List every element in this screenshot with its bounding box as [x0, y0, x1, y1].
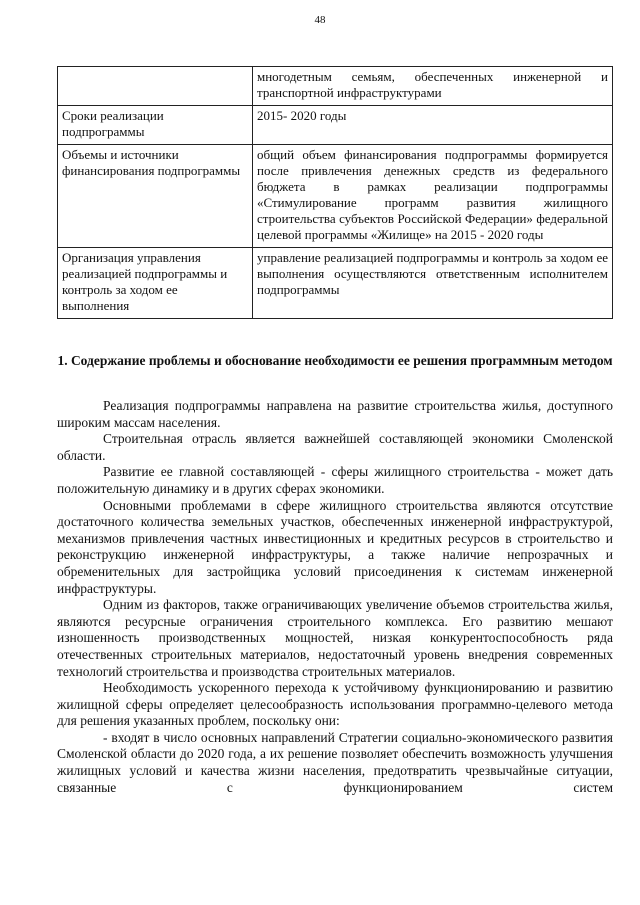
paragraph: Развитие ее главной составляющей - сферы жилищного строительства - может дать положительную динамику и в других сферах экономики. [57, 464, 613, 496]
paragraph: Строительная отрасль является важнейшей составляющей экономики Смоленской области. [57, 431, 613, 463]
row-value: общий объем финансирования подпрограммы формируется после привлечения денежных средств из федерального бюджета в рамках реализации подпрограммы «Стимулирование программ развития жилищного строительства субъектов Российской Федерации» федеральной целевой программы «Жилище» на 2015 - 2020 годы [253, 145, 613, 248]
page-number: 48 [314, 14, 326, 26]
table-row [58, 106, 613, 145]
paragraph: - входят в число основных направлений Стратегии социально-экономического развития Смоленской области до 2020 года, а их решение позволяет обеспечить возможность улучшения жилищных условий и качества жизни населения, предотвратить чрезвычайные ситуации, связанные с функционированием систем [57, 729, 613, 795]
row-value: управление реализацией подпрограммы и контроль за ходом ее выполнения осуществляются ответственным исполнителем подпрограммы [253, 248, 613, 319]
body-text [57, 398, 613, 796]
paragraph: Необходимость ускоренного перехода к устойчивому функционированию и развитию жилищной сферы определяет целесообразность использования программно-целевого метода для решения указанных проблем, поскольку они: [57, 680, 613, 729]
row-label [58, 67, 253, 106]
paragraph: Основными проблемами в сфере жилищного строительства являются отсутствие достаточного количества земельных участков, обеспеченных инженерной инфраструктурой, механизмов привлечения частных инвестиционных и кредитных ресурсов в строительство и реконструкцию инженерной инфраструктуры, а также наличие непрозрачных и обременительных для застройщика условий присоединения к системам инженерной инфраструктуры. [57, 497, 613, 596]
table-row [58, 248, 613, 319]
row-value: многодетным семьям, обеспеченных инженерной и транспортной инфраструктурами [253, 67, 613, 106]
row-label: Сроки реализации подпрограммы [58, 106, 253, 145]
paragraph: Одним из факторов, также ограничивающих увеличение объемов строительства жилья, являются ресурсные ограничения строительного комплекса. Его развитию мешают изношенность производственных мощностей, низкая конкурентоспособность ряда отечественных строительных материалов, недостаточный уровень внедрения современных технологий строительства и производства строительных материалов. [57, 597, 613, 679]
subprogram-passport-table [57, 66, 613, 319]
table-row [58, 67, 613, 106]
row-label: Объемы и источники финансирования подпрограммы [58, 145, 253, 248]
section-title: 1. Содержание проблемы и обоснование необходимости ее решения программным методом [57, 353, 613, 368]
row-value: 2015- 2020 годы [253, 106, 613, 145]
table-row [58, 145, 613, 248]
paragraph: Реализация подпрограммы направлена на развитие строительства жилья, доступного широким массам населения. [57, 398, 613, 430]
row-label: Организация управления реализацией подпрограммы и контроль за ходом ее выполнения [58, 248, 253, 319]
